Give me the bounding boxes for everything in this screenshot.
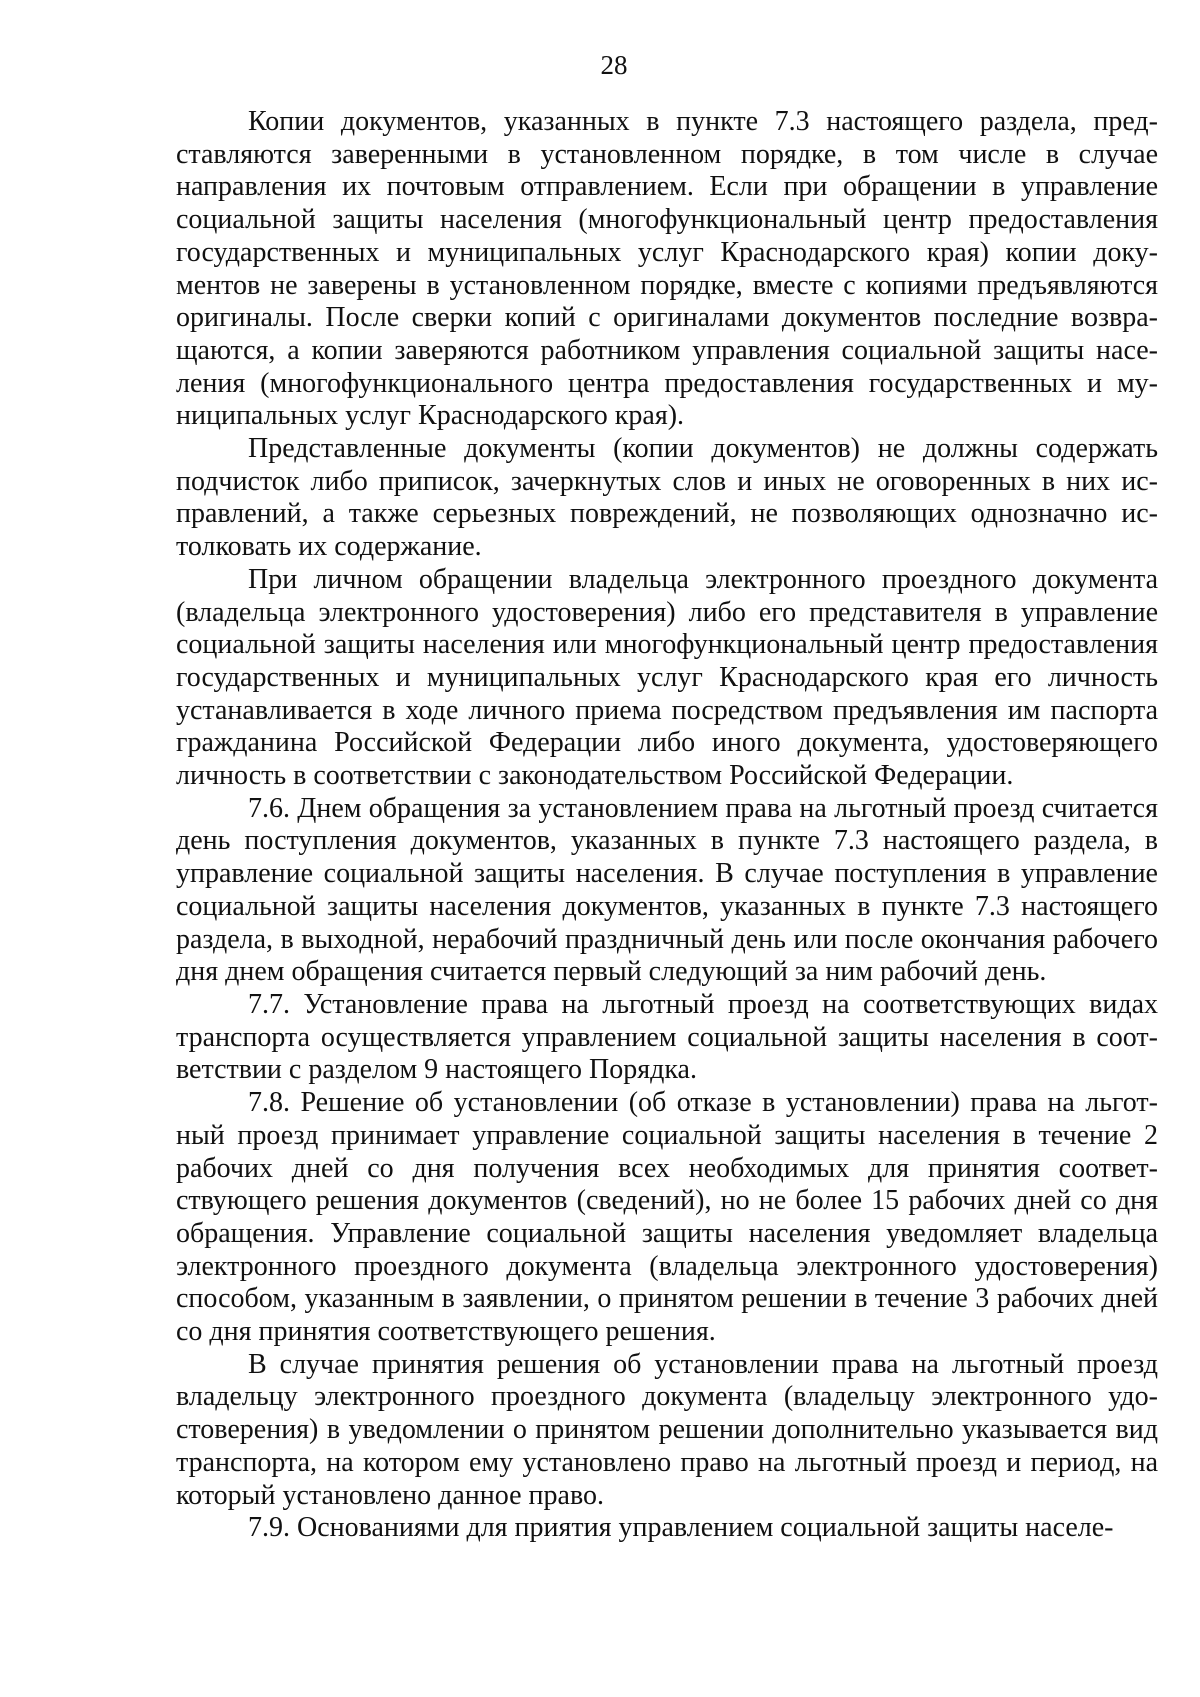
paragraph-personal-visit: При личном обращении владельца электронного проездного документа (владельца электронного удостоверения) либо его представителя в управление социальной защиты населения или многофункциональный центр предоставления государственных и муниципальных услуг Краснодарского края его личность устанавливается в ходе личного приема посредством предъявления им паспорта гражданина Российской Федерации либо иного документа, удостоверяющего личность в соответствии с законодательством Российской Федерации. — [176, 563, 1158, 792]
paragraph-7-7: 7.7. Установление права на льготный проезд на соответствующих видах транспорта осуществляется управлением социальной защиты населения в соответствии с разделом 9 настоящего Порядка. — [176, 988, 1158, 1086]
paragraph-7-9: 7.9. Основаниями для приятия управлением социальной защиты населе- — [248, 1512, 1114, 1544]
paragraph-7-8: 7.8. Решение об установлении (об отказе в установлении) права на льготный проезд принимает управление социальной защиты населения в течение 2 рабочих дней со дня получения всех необходимых для принятия соответствующего решения документов (сведений), но не более 15 рабочих дней со дня обращения. Управление социальной защиты населения уведомляет владельца электронного проездного документа (владельца электронного удостоверения) способом, указанным в заявлении, о принятом решении в течение 3 рабочих дней со дня принятия соответствующего решения. — [176, 1087, 1158, 1348]
paragraph-document-requirements: Представленные документы (копии документов) не должны содержать подчисток либо приписок, зачеркнутых слов и иных не оговоренных в них исправлений, а также серьезных повреждений, не позволяющих однозначно истолковать их содержание. — [176, 433, 1158, 563]
paragraph-7-6: 7.6. Днем обращения за установлением права на льготный проезд считается день поступления документов, указанных в пункте 7.3 настоящего раздела, в управление социальной защиты населения. В случае поступления в управление социальной защиты населения документов, указанных в пункте 7.3 настоящего раздела, в выходной, нерабочий праздничный день или после окончания рабочего дня днем обращения считается первый следующий за ним рабочий день. — [176, 792, 1158, 988]
paragraph-copies-certification: Копии документов, указанных в пункте 7.3 настоящего раздела, представляются заверенными в установленном порядке, в том числе в случае направления их почтовым отправлением. Если при обращении в управление социальной защиты населения (многофункциональный центр предоставления государственных и муниципальных услуг Краснодарского края) копии документов не заверены в установленном порядке, вместе с копиями предъявляются оригиналы. После сверки копий с оригиналами документов последние возвращаются, а копии заверяются работником управления социальной защиты населения (многофункционального центра предоставления государственных и муниципальных услуг Краснодарского края). — [176, 106, 1158, 432]
paragraph-decision-notice: В случае принятия решения об установлении права на льготный проезд владельцу электронного проездного документа (владельцу электронного удостоверения) в уведомлении о принятом решении дополнительно указывается вид транспорта, на котором ему установлено право на льготный проезд и период, на который установлено данное право. — [176, 1348, 1158, 1511]
document-body — [176, 106, 1158, 1545]
page-number: 28 — [600, 50, 628, 80]
